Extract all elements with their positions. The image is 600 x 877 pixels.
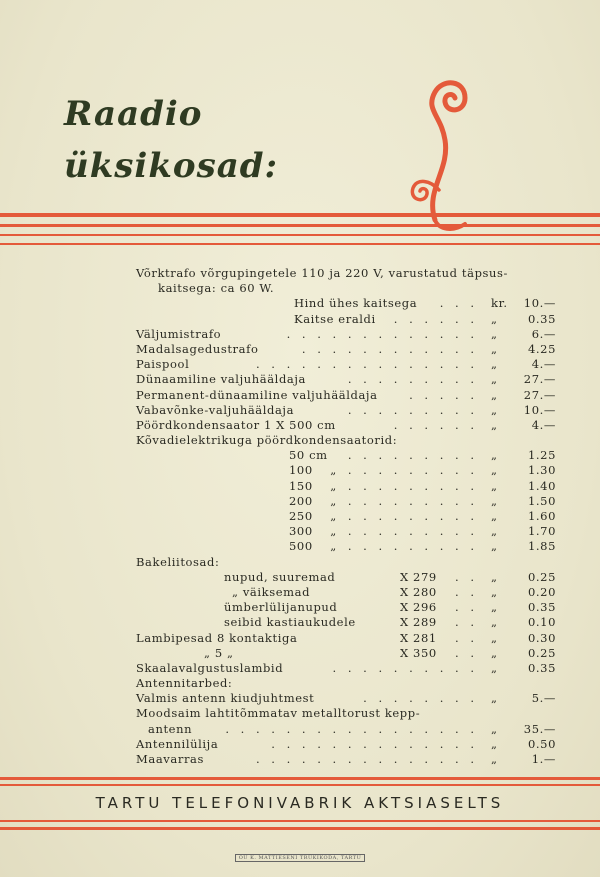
item-leader-dots: „ . . . . . . . . . — [330, 493, 478, 508]
item-currency: „ — [491, 448, 498, 463]
item-currency: „ — [491, 569, 498, 584]
item-currency: kr. — [491, 296, 508, 311]
item-label: Valmis antenn kiudjuhtmest — [136, 691, 315, 706]
item-leader-dots: „ . . . . . . . . . — [330, 539, 478, 554]
list-item — [136, 706, 556, 721]
item-price: 6.— — [531, 326, 556, 341]
item-currency: „ — [491, 539, 498, 554]
item-label: ümberlülijanupud — [224, 600, 338, 615]
list-item — [136, 388, 556, 403]
item-leader-dots: . . . . . — [409, 387, 478, 402]
item-leader-dots: . . . . . . . . — [363, 691, 478, 706]
item-label: Lambipesad 8 kontaktiga — [136, 630, 298, 645]
list-item — [136, 737, 556, 752]
item-label: Maavarras — [136, 752, 204, 766]
list-item — [136, 539, 556, 554]
item-leader-dots: „ . . . . . . . . . — [330, 463, 478, 478]
item-code: X 350 — [400, 645, 437, 660]
item-price: 0.35 — [527, 660, 556, 675]
item-leader-dots: . . . . . . . . . . . . . . . . . — [225, 721, 478, 736]
list-item — [136, 342, 556, 357]
item-leader-dots: . . — [455, 584, 478, 599]
list-item — [136, 631, 556, 646]
list-item — [136, 296, 556, 311]
item-label: 200 — [289, 493, 313, 508]
item-price: 1.60 — [527, 509, 556, 523]
list-item — [136, 722, 556, 737]
list-item — [136, 509, 556, 524]
list-item — [136, 433, 556, 448]
item-label: Väljumistrafo — [136, 326, 222, 341]
item-price: 1.50 — [527, 493, 556, 508]
list-item — [136, 752, 556, 767]
list-item — [136, 479, 556, 494]
item-currency: „ — [491, 645, 498, 660]
item-currency: „ — [491, 311, 498, 326]
item-price: 0.10 — [527, 615, 556, 630]
item-leader-dots: . . . . . . . . . . . . . . — [271, 736, 478, 751]
item-price: 27.— — [523, 372, 556, 387]
item-label: 50 cm — [289, 448, 328, 463]
item-price: 1.70 — [527, 524, 556, 539]
item-price: 0.25 — [527, 569, 556, 584]
item-leader-dots: . . . . . . . . . . . . . — [286, 326, 478, 341]
item-price: 0.20 — [527, 584, 556, 599]
item-currency: „ — [491, 417, 498, 432]
heading-line-1: Raadio — [64, 94, 203, 134]
item-currency: „ — [491, 509, 498, 523]
item-label: Bakeliitosad: — [136, 554, 220, 569]
item-leader-dots: . . — [455, 600, 478, 615]
list-item — [136, 357, 556, 372]
intro-line-2: kaitsega: ca 60 W. — [158, 281, 275, 296]
item-label: Antennilülija — [136, 736, 219, 751]
item-leader-dots: . . — [455, 569, 478, 584]
list-item — [136, 615, 556, 630]
item-leader-dots: „ . . . . . . . . . — [330, 478, 478, 493]
company-name: TARTU TELEFONIVABRIK AKTSIASELTS — [95, 794, 505, 812]
intro-line-1: Võrktrafo võrgupingetele 110 ja 220 V, varustatud täpsus- — [136, 266, 509, 280]
item-currency: „ — [491, 524, 498, 539]
printer-imprint: OÜ K. MATTIESENI TRÜKIKODA, TARTU — [0, 855, 600, 861]
list-item — [136, 676, 556, 691]
heading-line-2: üksikosad: — [64, 146, 279, 186]
item-leader-dots: . . . . . . . . . . . . — [301, 341, 478, 356]
item-price: 4.— — [531, 417, 556, 432]
item-leader-dots: . . . . . . . . . — [347, 372, 478, 387]
list-item — [136, 372, 556, 387]
list-item — [136, 403, 556, 418]
item-currency: „ — [491, 478, 498, 493]
item-label: Skaalavalgustuslambid — [136, 660, 284, 675]
item-leader-dots: . . . — [439, 296, 478, 311]
item-price: 4.25 — [527, 341, 556, 356]
item-label: nupud, suuremad — [224, 569, 336, 584]
item-leader-dots: . . . . . . — [393, 417, 478, 432]
list-item — [136, 600, 556, 615]
item-code: X 289 — [400, 615, 437, 630]
list-item — [136, 555, 556, 570]
list-item — [136, 646, 556, 661]
item-currency: „ — [491, 615, 498, 630]
item-leader-dots: . . . . . . . . . . — [332, 660, 478, 675]
item-label: antenn — [148, 721, 193, 736]
item-price: 0.25 — [527, 645, 556, 660]
item-label: 250 — [289, 509, 313, 523]
item-currency: „ — [491, 357, 498, 372]
item-price: 0.50 — [527, 736, 556, 751]
item-leader-dots: . . — [455, 630, 478, 645]
item-currency: „ — [491, 387, 498, 402]
item-label: Paispool — [136, 357, 190, 372]
item-price: 10.— — [523, 402, 556, 417]
item-currency: „ — [491, 691, 498, 706]
list-item — [136, 418, 556, 433]
item-currency: „ — [491, 660, 498, 675]
item-currency: „ — [491, 463, 498, 478]
item-currency: „ — [491, 721, 498, 736]
item-price: 27.— — [523, 387, 556, 402]
item-currency: „ — [491, 326, 498, 341]
item-leader-dots: „ . . . . . . . . . — [330, 509, 478, 523]
item-price: 1.25 — [527, 448, 556, 463]
item-price: 4.— — [531, 357, 556, 372]
item-currency: „ — [491, 752, 498, 766]
list-item — [136, 494, 556, 509]
list-item — [136, 463, 556, 478]
price-list — [136, 266, 556, 767]
list-item — [136, 585, 556, 600]
item-currency: „ — [491, 493, 498, 508]
item-price: 0.35 — [527, 311, 556, 326]
item-code: X 296 — [400, 600, 437, 615]
item-code: X 280 — [400, 584, 437, 599]
item-leader-dots: . . — [455, 645, 478, 660]
item-currency: „ — [491, 402, 498, 417]
item-leader-dots: . . . . . . — [393, 311, 478, 326]
item-currency: „ — [491, 372, 498, 387]
item-price: 0.30 — [527, 630, 556, 645]
item-leader-dots: . . . . . . . . . — [347, 402, 478, 417]
items-list — [136, 296, 556, 767]
item-label: Antennitarbed: — [136, 676, 233, 691]
item-currency: „ — [491, 736, 498, 751]
item-code: X 279 — [400, 569, 437, 584]
item-label: Moodsaim lahtitõmmatav metalltorust kepp- — [136, 706, 421, 721]
item-label: 300 — [289, 524, 313, 539]
item-price: 1.30 — [527, 463, 556, 478]
list-item — [136, 661, 556, 676]
item-label: Dünaamiline valjuhääldaja — [136, 372, 306, 387]
item-currency: „ — [491, 584, 498, 599]
list-item — [136, 448, 556, 463]
list-item — [136, 327, 556, 342]
item-label: 500 — [289, 539, 313, 554]
item-currency: „ — [491, 630, 498, 645]
item-label: seibid kastiaukudele — [224, 615, 356, 630]
item-label: Kaitse eraldi — [294, 311, 376, 326]
item-price: 1.85 — [527, 539, 556, 554]
item-label: Hind ühes kaitsega — [294, 296, 418, 311]
item-leader-dots: . . . . . . . . . . . . . . . — [255, 357, 478, 372]
list-item — [136, 312, 556, 327]
item-price: 35.— — [523, 721, 556, 736]
item-leader-dots: . . . . . . . . . — [347, 448, 478, 463]
item-currency: „ — [491, 341, 498, 356]
list-item — [136, 524, 556, 539]
item-label: Permanent-dünaamiline valjuhääldaja — [136, 387, 378, 402]
item-label: 150 — [289, 478, 313, 493]
item-label: Kõvadielektrikuga pöördkondensaatorid: — [136, 433, 398, 448]
item-price: 1.— — [531, 752, 556, 766]
item-leader-dots: . . . . . . . . . . . . . . . — [255, 752, 478, 766]
item-currency: „ — [491, 600, 498, 615]
item-label: 100 — [289, 463, 313, 478]
list-item — [136, 570, 556, 585]
item-price: 5.— — [531, 691, 556, 706]
item-label: Pöördkondensaator 1 X 500 cm — [136, 417, 336, 432]
item-price: 10.— — [523, 296, 556, 311]
item-code: X 281 — [400, 630, 437, 645]
item-label: „ väiksemad — [232, 584, 311, 599]
list-item — [136, 691, 556, 706]
item-leader-dots: „ . . . . . . . . . — [330, 524, 478, 539]
item-price: 1.40 — [527, 478, 556, 493]
item-price: 0.35 — [527, 600, 556, 615]
item-leader-dots: . . — [455, 615, 478, 630]
item-label: Vabavõnke-valjuhääldaja — [136, 402, 295, 417]
item-label: Madalsagedustrafo — [136, 341, 259, 356]
item-label: „ 5 „ — [204, 645, 234, 660]
